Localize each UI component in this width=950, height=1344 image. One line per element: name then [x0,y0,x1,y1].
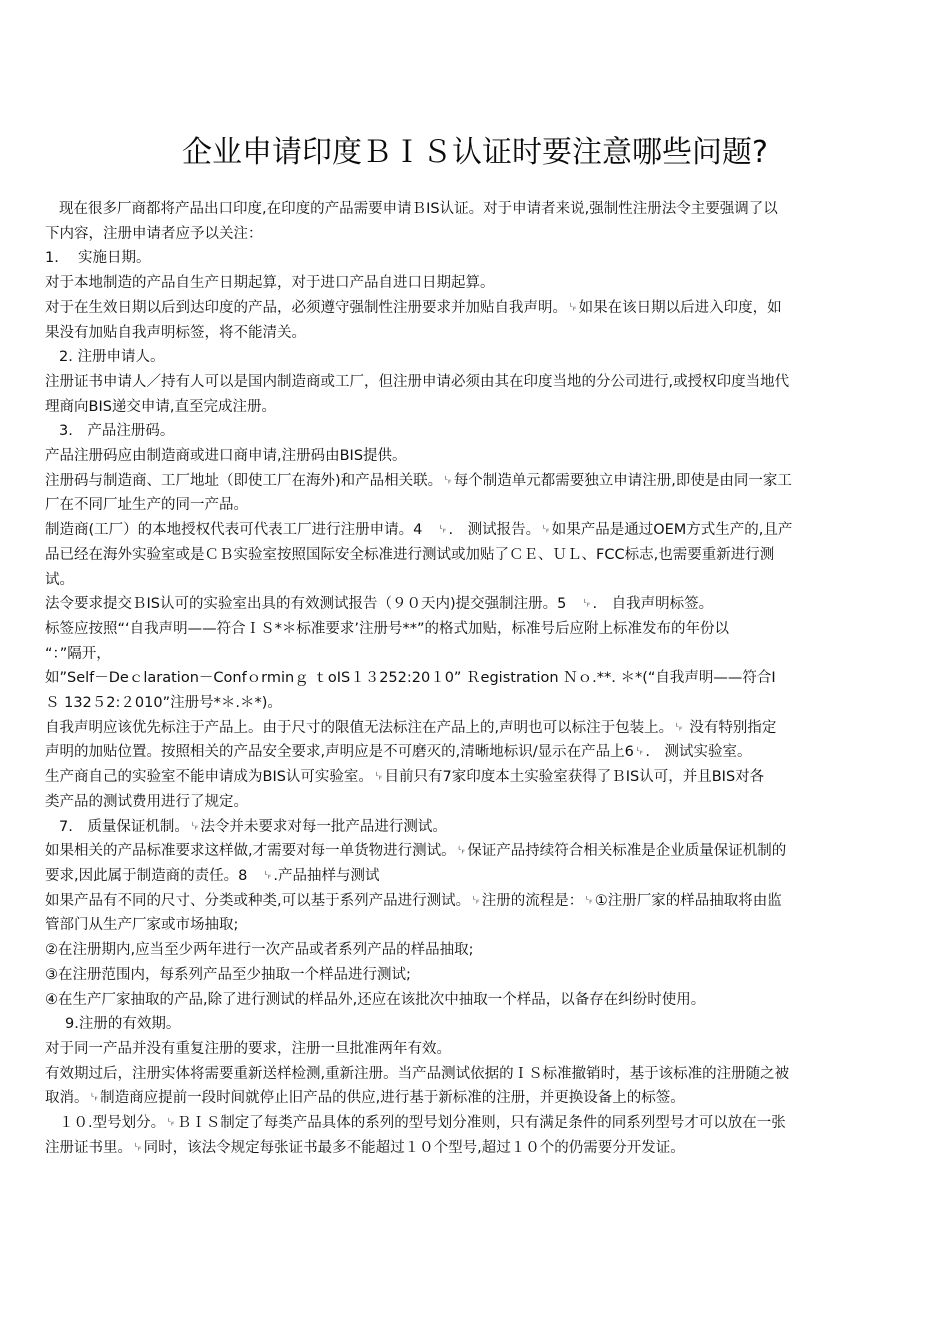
paragraph-line: 1. 实施日期。 [45,250,151,267]
paragraph-line: １０.型号划分。␊ＢＩＳ制定了每类产品具体的系列的型号划分准则，只有满足条件的同系列型号才可以放在一张 [59,1115,786,1132]
paragraph-line: 注册码与制造商、工厂地址（即使工厂在海外)和产品相关联。␊每个制造单元都需要独立申请注册,即使是由同一家工 [45,472,792,489]
paragraph-line: 7. 质量保证机制。␊法令并未要求对每一批产品进行测试。 [59,818,447,835]
paragraph-line: 如果相关的产品标准要求这样做,才需要对每一单货物进行测试。␊保证产品持续符合相关标准是企业质量保证机制的 [45,843,787,860]
paragraph-line: 取消。␊制造商应提前一段时间就停止旧产品的供应,进行基于新标准的注册，并更换设备上的标签。 [45,1090,685,1107]
paragraph-line: 9.注册的有效期。 [65,1016,181,1033]
paragraph-line: 对于同一产品并没有重复注册的要求，注册一旦批准两年有效。 [45,1040,451,1057]
paragraph-line: 类产品的测试费用进行了规定。 [45,793,248,810]
paragraph-line: 有效期过后，注册实体将需要重新送样检测,重新注册。当产品测试依据的ＩＳ标准撤销时，基于该标准的注册随之被 [45,1065,790,1082]
paragraph-line: 要求,因此属于制造商的责任。8 ␊.产品抽样与测试 [45,867,380,884]
paragraph-line: 生产商自己的实验室不能申请成为BIS认可实验室。␊目前只有7家印度本土实验室获得了ＢIS认可，并且BIS对各 [45,769,765,786]
paragraph-line: 试。 [45,571,74,588]
paragraph-line: 对于在生效日期以后到达印度的产品，必须遵守强制性注册要求并加贴自我声明。␊如果在该日期以后进入印度，如 [45,299,782,316]
paragraph-line: 法令要求提交ＢIS认可的实验室出具的有效测试报告（９０天内)提交强制注册。5 ␊. 自我声明标签。 [45,596,714,613]
document-body [45,197,905,1160]
paragraph-line: ④在生产厂家抽取的产品,除了进行测试的样品外,还应在该批次中抽取一个样品，以备存在纠纷时使用。 [45,991,706,1008]
paragraph-line: ②在注册期内,应当至少两年进行一次产品或者系列产品的样品抽取; [45,942,474,959]
paragraph-line: 3. 产品注册码。 [59,423,175,440]
paragraph-line: 制造商(工厂）的本地授权代表可代表工厂进行注册申请。4 ␊. 测试报告。␊如果产品是通过OEM方式生产的,且产 [45,522,793,539]
paragraph-line: 对于本地制造的产品自生产日期起算，对于进口产品自进口日期起算。 [45,275,495,292]
paragraph-line: 产品注册码应由制造商或进口商申请,注册码由BIS提供。 [45,448,407,465]
paragraph-line: ③在注册范围内，每系列产品至少抽取一个样品进行测试; [45,966,411,983]
paragraph-line: 如果产品有不同的尺寸、分类或种类,可以基于系列产品进行测试。␊注册的流程是：␊①注册厂家的样品抽取将由监 [45,892,782,909]
paragraph-line: 注册证书申请人／持有人可以是国内制造商或工厂，但注册申请必须由其在印度当地的分公司进行,或授权印度当地代 [45,373,790,390]
paragraph-line: 声明的加贴位置。按照相关的产品安全要求,声明应是不可磨灭的,清晰地标识/显示在产品上6␊. 测试实验室。 [45,744,752,761]
paragraph-line: 如”Self－Deｃlaration－Confｏrminｇ ｔoIS１３252:20１0” Ｒegistration Ｎｏ.**. ＊*(“自我声明——符合I [45,670,776,687]
paragraph-line: 厂在不同厂址生产的同一产品。 [45,497,248,514]
paragraph-line: 现在很多厂商都将产品出口印度,在印度的产品需要申请ＢIS认证。对于申请者来说,强制性注册法令主要强调了以 [59,201,778,217]
paragraph-line: 果没有加贴自我声明标签，将不能清关。 [45,324,306,341]
paragraph-line: 标签应按照“‘自我声明——符合ＩＳ*＊标准要求’注册号**”的格式加贴，标准号后应附上标准发布的年份以 [45,620,729,637]
paragraph-line: 管部门从生产厂家或市场抽取; [45,917,239,934]
paragraph-line: 2. 注册申请人。 [59,349,165,366]
document-title: 企业申请印度ＢＩＳ认证时要注意哪些问题? [182,135,768,170]
paragraph-line: 品已经在海外实验室或是ＣＢ实验室按照国际安全标准进行测试或加贴了ＣＥ、ＵＬ、FCC标志,也需要重新进行测 [45,546,775,563]
paragraph-line: 自我声明应该优先标注于产品上。由于尺寸的限值无法标注在产品上的,声明也可以标注于包装上。␊ 没有特别指定 [45,719,777,736]
paragraph-line: 理商向BIS递交申请,直至完成注册。 [45,398,277,415]
paragraph-line: “：”隔开， [45,645,111,662]
paragraph-line: 注册证书里。␊同时，该法令规定每张证书最多不能超过１０个型号,超过１０个的仍需要分开发证。 [45,1139,685,1156]
paragraph-line: Ｓ 132５2:２010”注册号*＊.＊*)。 [45,695,282,712]
paragraph-line: 下内容，注册申请者应予以关注： [45,225,263,242]
